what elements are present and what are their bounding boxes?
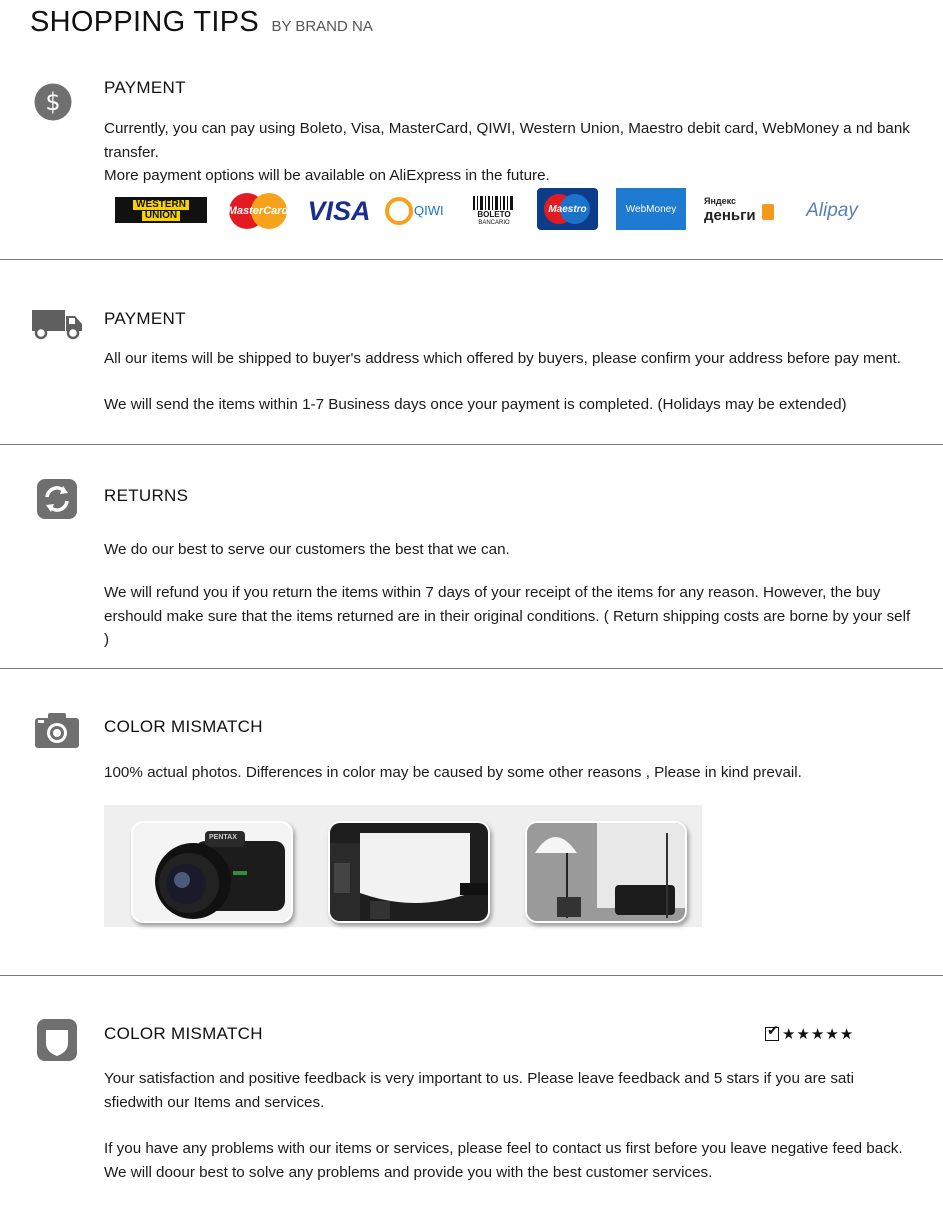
logo-text: MasterCard [227, 205, 289, 217]
mastercard-logo [226, 192, 290, 230]
checkbox-icon: ✔ [765, 1027, 779, 1041]
logo-text: BOLETO [477, 209, 511, 219]
section-paragraph: More payment options will be available on AliExpress in the future. [104, 167, 550, 184]
five-star-rating [765, 1022, 854, 1043]
section-title: RETURNS [104, 486, 189, 505]
refresh-icon [36, 478, 78, 525]
western-union-logo [115, 197, 207, 223]
star-icon: ★ [839, 1026, 854, 1043]
maestro-logo [537, 188, 598, 230]
payment-logos [112, 186, 872, 234]
camera-photo [131, 821, 293, 923]
qiwi-logo [384, 194, 456, 228]
logo-text: WESTERN [133, 200, 189, 210]
star-icon: ★ [810, 1026, 825, 1043]
page-header [30, 6, 373, 39]
section-paragraph: All our items will be shipped to buyer's address which offered by buyers, please confirm your address before pay ment. [104, 350, 901, 367]
page-title: SHOPPING TIPS [30, 6, 259, 38]
visa-logo: VISA [307, 195, 371, 226]
camera-brand-label: PENTAX [209, 834, 237, 841]
section-title: PAYMENT [104, 309, 186, 328]
logo-text: деньги [704, 207, 756, 224]
star-icon: ★ [825, 1026, 839, 1043]
truck-icon [31, 308, 83, 345]
studio-photo [328, 821, 490, 923]
alipay-logo: Alipay [806, 200, 858, 221]
svg-text:$: $ [45, 88, 61, 116]
page-subtitle: BY BRAND NA [271, 18, 373, 35]
wallet-icon [762, 204, 774, 220]
section-title: COLOR MISMATCH [104, 1024, 263, 1043]
section-divider [0, 975, 943, 976]
logo-text: Яндекс [704, 196, 737, 206]
section-divider [0, 259, 943, 260]
section-paragraph: We will refund you if you return the items within 7 days of your receipt of the items for any reason. However, the buy ershould make sure that the items returned are in their original conditions. ( Return shipping costs are borne by your self ) [104, 584, 911, 648]
logo-text: UNION [142, 211, 180, 221]
webmoney-logo: WebMoney [616, 188, 686, 230]
section-title: PAYMENT [104, 78, 186, 97]
section-paragraph: 100% actual photos. Differences in color may be caused by some other reasons , Please in kind prevail. [104, 764, 802, 781]
logo-text: BANCARIO [478, 219, 510, 226]
section-divider [0, 668, 943, 669]
boleto-logo [470, 189, 518, 233]
section-paragraph: We will send the items within 1-7 Business days once your payment is completed. (Holidays may be extended) [104, 396, 847, 413]
yandex-money-logo [704, 192, 780, 228]
dollar-icon [33, 82, 73, 127]
section-paragraph: Your satisfaction and positive feedback is very important to us. Please leave feedback and 5 stars if you are sati sfiedwith our Items and services. [104, 1070, 854, 1111]
section-paragraph: Currently, you can pay using Boleto, Visa, MasterCard, QIWI, Western Union, Maestro debit card, WebMoney a nd bank transfer. [104, 120, 910, 161]
star-icon: ★ [782, 1026, 796, 1043]
studio-photo [525, 821, 687, 923]
camera-icon [34, 711, 80, 754]
star-icon: ★ [796, 1026, 810, 1043]
section-title: COLOR MISMATCH [104, 717, 263, 736]
section-paragraph: If you have any problems with our items or services, please feel to contact us first before you leave negative feed back. We will doour best to solve any problems and provide you with the best customer services. [104, 1140, 903, 1181]
logo-text: Maestro [548, 203, 587, 215]
logo-text: QIWI [414, 203, 444, 218]
shield-icon [37, 1019, 77, 1066]
section-divider [0, 444, 943, 445]
photo-strip [104, 805, 702, 927]
section-paragraph: We do our best to serve our customers the best that we can. [104, 541, 510, 558]
